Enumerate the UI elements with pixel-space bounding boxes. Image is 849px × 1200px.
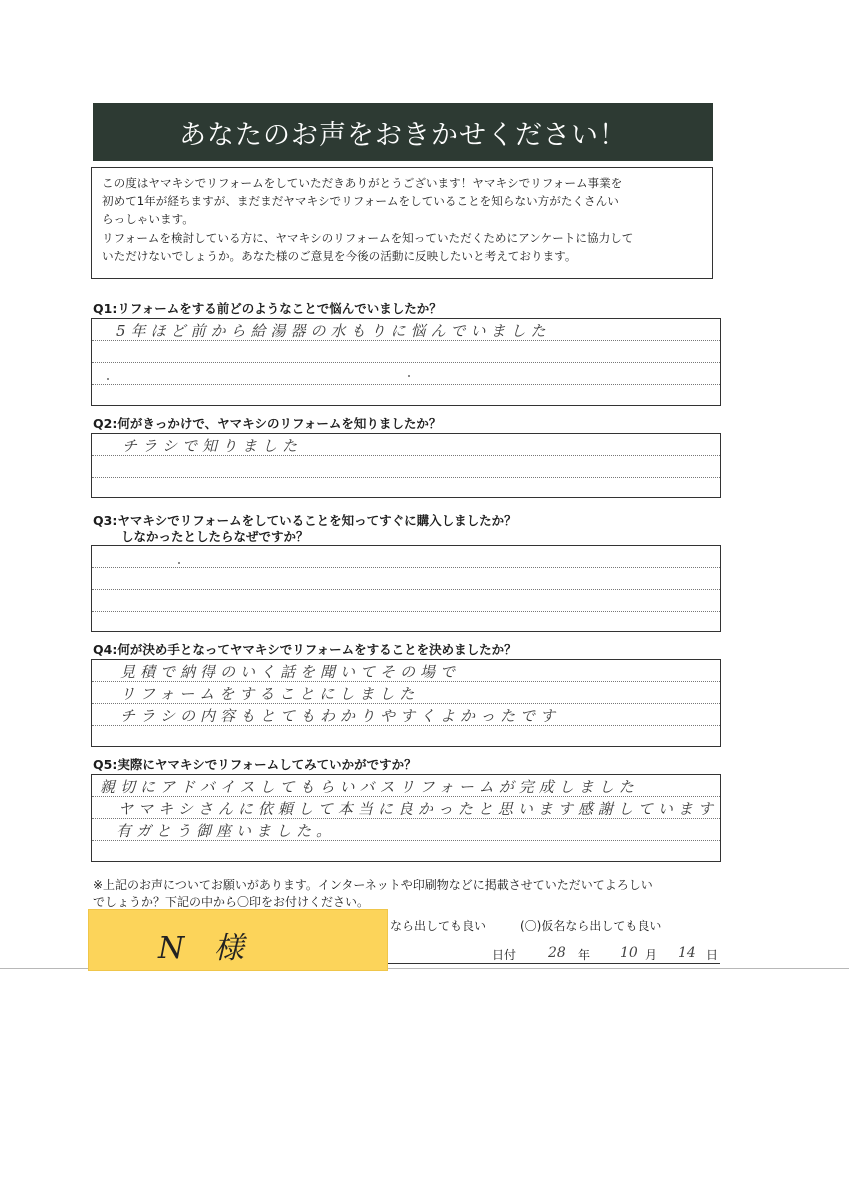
note-line: でしょうか？下記の中から〇印をお付けください。 bbox=[93, 895, 370, 909]
page-title: あなたのお声をおきかせください！ bbox=[179, 119, 627, 151]
q4-answer-box[interactable] bbox=[91, 659, 721, 747]
q3-answer-box[interactable] bbox=[91, 545, 721, 632]
sticky-note-text: N 様 bbox=[158, 931, 254, 966]
q4-answer-line-1: 見積で納得のいく話を聞いてその場で bbox=[120, 663, 461, 681]
intro-line: この度はヤマキシでリフォームをしていただきありがとうございます！ヤマキシでリフォーム事業を bbox=[102, 176, 623, 190]
date-day-value: 14 bbox=[678, 945, 696, 961]
q3-label-2: しなかったとしたらなぜですか？ bbox=[121, 529, 309, 544]
note-line: ※上記のお声についてお願いがあります。インターネットや印刷物などに掲載させていただいてよろしい bbox=[93, 878, 653, 892]
date-year-unit: 年 bbox=[578, 948, 591, 962]
date-month-unit: 月 bbox=[645, 948, 658, 962]
intro-line: らっしゃいます。 bbox=[102, 212, 194, 227]
q4-label: Q4:何が決め手となってヤマキシでリフォームをすることを決めましたか？ bbox=[93, 642, 517, 657]
q1-label: Q1:リフォームをする前どのようなことで悩んでいましたか？ bbox=[93, 301, 442, 316]
q2-answer-line-1: チラシで知りました bbox=[122, 437, 303, 455]
q5-answer-box[interactable] bbox=[91, 774, 721, 862]
q5-answer-line-3: 有ガとう御座いました。 bbox=[116, 822, 337, 840]
date-day-unit: 日 bbox=[706, 948, 719, 962]
date-month-value: 10 bbox=[620, 945, 638, 961]
scan-speck bbox=[178, 562, 180, 564]
q5-answer-line-1: 親切にアドバイスしてもらいバスリフォームが完成しました bbox=[100, 778, 639, 796]
q3-label: Q3:ヤマキシでリフォームをしていることを知ってすぐに購入しましたか？ bbox=[93, 513, 517, 528]
answer-line bbox=[92, 567, 720, 568]
answer-line bbox=[92, 589, 720, 590]
q1-answer-line-1: 5年ほど前から給湯器の水もりに悩んでいました bbox=[116, 322, 551, 340]
q4-answer-line-2: リフォームをすることにしました bbox=[120, 685, 420, 703]
intro-line: いただけないでしょうか。あなた様のご意見を今後の活動に反映したいと考えております。 bbox=[102, 248, 577, 263]
sticky-note bbox=[88, 909, 388, 971]
q5-answer-line-2: ヤマキシさんに依頼して本当に良かったと思います感謝しています bbox=[118, 800, 718, 818]
q1-answer-box[interactable] bbox=[91, 318, 721, 406]
scan-speck bbox=[107, 378, 109, 380]
scan-speck bbox=[408, 375, 410, 377]
intro-line: 初めて1年が経ちますが、まだまだヤマキシでリフォームをしていることを知らない方がたくさんい bbox=[102, 194, 619, 209]
answer-line bbox=[92, 362, 720, 363]
q2-answer-box[interactable] bbox=[91, 433, 721, 498]
intro-box bbox=[91, 167, 713, 279]
intro-line: リフォームを検討している方に、ヤマキシのリフォームを知っていただくためにアンケートに協力して bbox=[102, 230, 634, 245]
date-year-value: 28 bbox=[548, 945, 566, 961]
consent-note bbox=[93, 877, 733, 911]
option-pseudonym[interactable]: (〇)仮名なら出しても良い bbox=[520, 919, 662, 933]
answer-line bbox=[92, 477, 720, 478]
answer-line bbox=[92, 384, 720, 385]
page-title-banner bbox=[93, 103, 713, 161]
q2-label: Q2:何がきっかけで、ヤマキシのリフォームを知りましたか？ bbox=[93, 416, 442, 431]
answer-line bbox=[92, 611, 720, 612]
date-label: 日付 bbox=[492, 948, 517, 962]
option-publish[interactable]: なら出しても良い bbox=[390, 919, 487, 933]
q5-label: Q5:実際にヤマキシでリフォームしてみていかがですか？ bbox=[93, 757, 417, 772]
q4-answer-line-3: チラシの内容もとてもわかりやすくよかったです bbox=[120, 707, 561, 725]
